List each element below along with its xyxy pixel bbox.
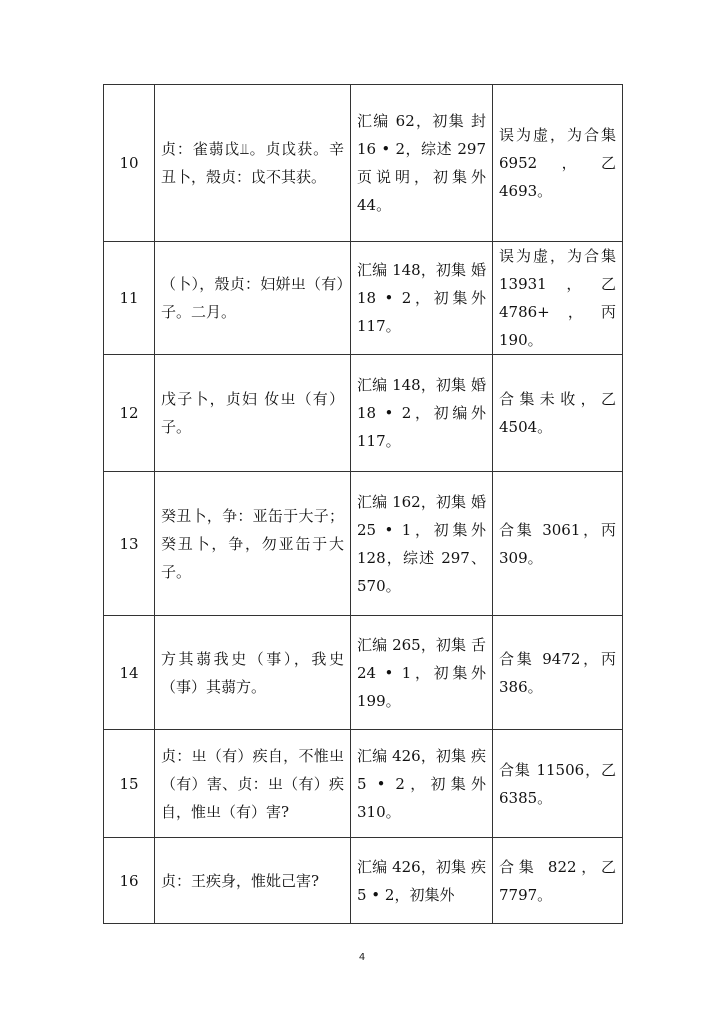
row-number: 13 bbox=[104, 472, 155, 616]
row-number: 11 bbox=[104, 242, 155, 355]
inscription-text: 贞：㞢（有）疾自，不惟㞢（有）害、贞：㞢（有）疾自，惟㞢（有）害? bbox=[155, 730, 351, 838]
table-row bbox=[104, 242, 623, 355]
table-row bbox=[104, 616, 623, 730]
inscription-table bbox=[103, 84, 623, 924]
source-reference: 汇编 62，初集 封 16 • 2，综述 297 页说明，初集外 44。 bbox=[351, 85, 493, 242]
row-number: 10 bbox=[104, 85, 155, 242]
table-row bbox=[104, 355, 623, 472]
source-reference: 汇编 426，初集 疾 5 • 2，初集外 bbox=[351, 838, 493, 924]
row-number: 12 bbox=[104, 355, 155, 472]
row-number: 15 bbox=[104, 730, 155, 838]
table-row bbox=[104, 730, 623, 838]
source-reference: 汇编 162，初集 婚 25 • 1，初集外 128，综述 297、570。 bbox=[351, 472, 493, 616]
collation-note: 合集未收，乙 4504。 bbox=[493, 355, 623, 472]
source-reference: 汇编 148，初集 婚 18 • 2，初编外 117。 bbox=[351, 355, 493, 472]
inscription-text: 贞：王疾身，惟妣己害? bbox=[155, 838, 351, 924]
inscription-text: （卜），殼贞：妇姘㞢（有）子。二月。 bbox=[155, 242, 351, 355]
table-row bbox=[104, 472, 623, 616]
source-reference: 汇编 265，初集 舌 24 • 1，初集外 199。 bbox=[351, 616, 493, 730]
collation-note: 合集 11506，乙 6385。 bbox=[493, 730, 623, 838]
inscription-text: 戊子卜，贞妇 㚢㞢（有）子。 bbox=[155, 355, 351, 472]
row-number: 14 bbox=[104, 616, 155, 730]
inscription-text: 癸丑卜，争：亚缶于大子；癸丑卜，争，勿亚缶于大子。 bbox=[155, 472, 351, 616]
table-row bbox=[104, 838, 623, 924]
inscription-text: 贞：雀蒻戉⫫。贞戉获。辛丑卜，殼贞：戉不其获。 bbox=[155, 85, 351, 242]
collation-note: 误为虚，为合集 13931，乙4786+，丙 190。 bbox=[493, 242, 623, 355]
table-row bbox=[104, 85, 623, 242]
collation-note: 合集 9472，丙 386。 bbox=[493, 616, 623, 730]
source-reference: 汇编 426，初集 疾 5 • 2，初集外 310。 bbox=[351, 730, 493, 838]
collation-note: 误为虚，为合集 6952，乙 4693。 bbox=[493, 85, 623, 242]
inscription-text: 方其蒻我史（事），我史（事）其蒻方。 bbox=[155, 616, 351, 730]
collation-note: 合集 3061，丙 309。 bbox=[493, 472, 623, 616]
collation-note: 合集 822，乙 7797。 bbox=[493, 838, 623, 924]
table-body bbox=[104, 85, 623, 924]
page-number: 4 bbox=[358, 952, 366, 963]
row-number: 16 bbox=[104, 838, 155, 924]
source-reference: 汇编 148，初集 婚 18 • 2，初集外 117。 bbox=[351, 242, 493, 355]
